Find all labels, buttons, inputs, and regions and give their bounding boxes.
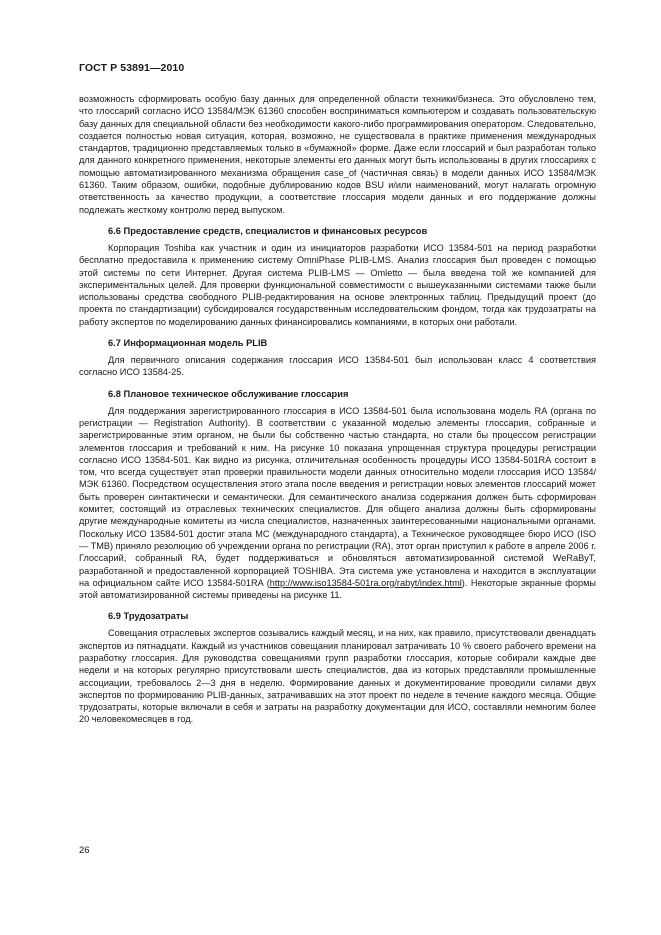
intro-paragraph: возможность сформировать особую базу данных для определенной области техники/бизнеса. Это обусловлено тем, что глоссарий согласно ИСО 13584/МЭК 61360 способен восприниматься компьютером и создавать пользовательскую базу данных для специальной области без необходимости какого-либо программирования оператором. Следовательно, создается полностью новая ситуация, которая, возможно, не существовала в практике применения международных стандартов, традиционно представляемых только в «бумажной» форме. Даже если глоссарий и был разработан только для данного конкретного применения, некоторые элементы его данных могут быть использованы в других глоссариях с помощью автоматизированного механизма обращения case_of (частичная связь) в модели данных ИСО 13584/МЭК 61360. Таким образом, ошибки, подобные дублированию кодов BSU и/или наименований, могут налагать огромную ответственность за качество продукции, а соответствие глоссария модели данных и его поддержание должны подлежать жесткому контролю перед выпуском. [79,94,596,215]
section-6-6-text: Корпорация Toshiba как участник и один из инициаторов разработки ИСО 13584-501 на период разработки бесплатно предоставила к применению систему OmniPhase PLIB-LMS. Анализ глоссария был проведен с помощью этой системы по сети Интернет. Другая система PLIB-LMS — Omletto — была введена той же компанией для экспериментальных целей. Для проверки функциональной совместимости с вышеуказанными системами также были использованы средства свободного PLIB-редактирования на основе электронных таблиц. Предыдущий проект (до проекта по стандартизации) субсидировался государственным исследовательским фондом, тогда как трудозатраты на работу экспертов по моделированию данных финансировались компаниями, в которых они работали. [79,242,596,327]
section-6-8-paragraph [79,405,596,602]
section-6-8-text-after: ). Некоторые экранные формы этой автоматизированной системы приведены на рисунке 11. [79,577,596,601]
section-6-6-heading: 6.6 Предоставление средств, специалистов и финансовых ресурсов [108,225,428,236]
page-number: 26 [79,845,90,856]
section-6-7-heading: 6.7 Информационная модель PLIB [108,338,268,349]
page-header: ГОСТ Р 53891—2010 [79,62,185,74]
section-6-7-text: Для первичного описания содержания глоссария ИСО 13584-501 был использован класс 4 соответствия согласно ИСО 13584-25. [79,355,596,378]
section-6-8-text: Для поддержания зарегистрированного глоссария в ИСО 13584-501 была использована модель RA (органа по регистрации — Registration Authority). В соответствии с указанной моделью элементы глоссария, собранные и зарегистрированные этим органом, не были бы собственно частью стандарта, но стали бы процессом регистрации элементов глоссария и требований к ним. На рисунке 10 показана упрощенная структура процедуры регистрации согласно ИСО 13584-501. Как видно из рисунка, отличительная особенность процедуры ИСО 13584-501RA состоит в том, что всегда существует этап проверки правильности модели данных относительно модели глоссария ИСО 13584/МЭК 61360. Посредством осуществления этого этапа после введения и регистрации новых элементов глоссарий может быть проверен синтактически и семантически. Для семантического анализа содержания должен быть сформирован комитет, состоящий из отраслевых технических специалистов. Для общего анализа должны быть сформированы другие международные комитеты из числа специалистов, назначенных заинтересованными национальными органами. Поскольку ИСО 13584-501 достиг этапа МС (международного стандарта), а Техническое руководящее бюро ИСО (ISO — TMB) приняло резолюцию об учреждении органа по регистрации (RA), этот орган приступил к работе в апреле 2006 г. Глоссарий, собранный RA, будет поддерживаться и обновляться автоматизированной системой WeRaByT, разработанной и предоставленной корпорацией TOSHIBA. Эта система уже установлена и находится в эксплуатации на официальном сайте ИСО 13584-501RA ( [79,405,596,588]
page-content [79,93,596,726]
iso-ra-website-link[interactable]: http://www.iso13584-501ra.org/rabyt/index.html [269,577,462,588]
section-6-9-text: Совещания отраслевых экспертов созывались каждый месяц, и на них, как правило, присутствовали двенадцать экспертов из пятнадцати. Каждый из участников совещания планировал затрачивать 10 % своего рабочего времени на разработку глоссария. Для руководства совещаниями групп разработки глоссария, которые собирали каждые две недели и на которых регулярно присутствовали шесть специалистов, два из которых представляли промышленные ассоциации, требовалось 2—3 дня в неделю. Формирование данных и документирование проводили силами двух экспертов по формированию PLIB-данных, затрачивавших на этот проект по неделе в течение каждого месяца. Общие трудозатраты, которые включали в себя и затраты на разработку документации для ИСО, составляли немногим более 20 человекомесяцев в год. [79,628,596,725]
section-6-8-heading: 6.8 Плановое техническое обслуживание глоссария [108,388,349,399]
section-6-9-heading: 6.9 Трудозатраты [108,611,189,622]
